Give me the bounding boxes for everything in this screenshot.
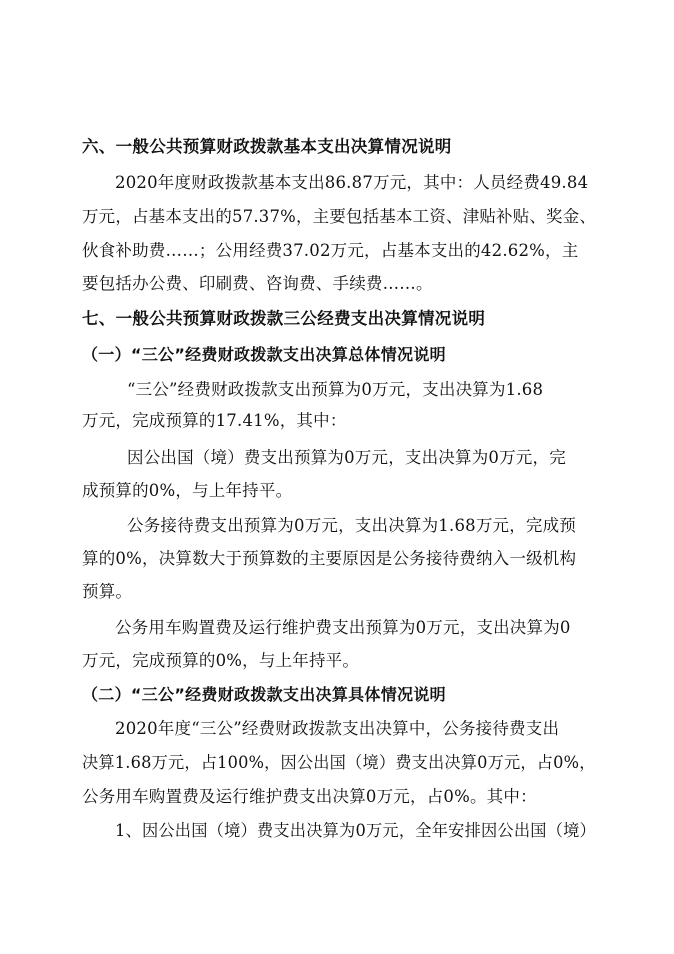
subsection-2-text-line: 决算1.68万元，占100%，因公出国（境）费支出决算0万元，占0%， <box>82 753 596 772</box>
subsection-1-heading: （一）“三公”经费财政拨款支出决算总体情况说明 <box>82 345 446 364</box>
section-6-text-line: 伙食补助费……；公用经费37.02万元，占基本支出的42.62%，主 <box>82 241 579 260</box>
subsection-2-heading: （二）“三公”经费财政拨款支出决算具体情况说明 <box>82 685 446 704</box>
subsection-1-text-line: 成预算的0%，与上年持平。 <box>82 481 293 500</box>
subsection-1-text-line: 公务接待费支出预算为0万元，支出决算为1.68万元，完成预 <box>127 516 577 535</box>
section-6-text-line: 要包括办公费、印刷费、咨询费、手续费……。 <box>82 274 433 293</box>
section-7-heading: 七、一般公共预算财政拨款三公经费支出决算情况说明 <box>82 309 486 328</box>
subsection-1-text-line: “三公”经费财政拨款支出预算为0万元，支出决算为1.68 <box>127 380 544 399</box>
subsection-2-text-line: 公务用车购置费及运行维护费支出决算0万元，占0%。其中： <box>82 787 537 806</box>
subsection-1-text-line: 万元，完成预算的0%，与上年持平。 <box>82 651 360 670</box>
subsection-2-text-line: 2020年度“三公”经费财政拨款支出决算中，公务接待费支出 <box>115 719 560 738</box>
subsection-1-text-line: 公务用车购置费及运行维护费支出预算为0万元，支出决算为0 <box>115 618 571 637</box>
subsection-1-text-line: 万元，完成预算的17.41%，其中： <box>82 411 347 430</box>
subsection-1-text-line: 预算。 <box>82 582 133 601</box>
section-6-heading: 六、一般公共预算财政拨款基本支出决算情况说明 <box>82 137 452 156</box>
subsection-2-text-line: 1、因公出国（境）费支出决算为0万元，全年安排因公出国（境） <box>115 821 596 840</box>
section-6-text-line: 万元，占基本支出的57.37%，主要包括基本工资、津贴补贴、奖金、 <box>82 207 597 226</box>
section-6-text-line: 2020年度财政拨款基本支出86.87万元，其中：人员经费49.84 <box>115 173 589 192</box>
subsection-1-text-line: 算的0%，决算数大于预算数的主要原因是公务接待费纳入一级机构 <box>82 549 577 568</box>
subsection-1-text-line: 因公出国（境）费支出预算为0万元，支出决算为0万元，完 <box>127 448 566 467</box>
